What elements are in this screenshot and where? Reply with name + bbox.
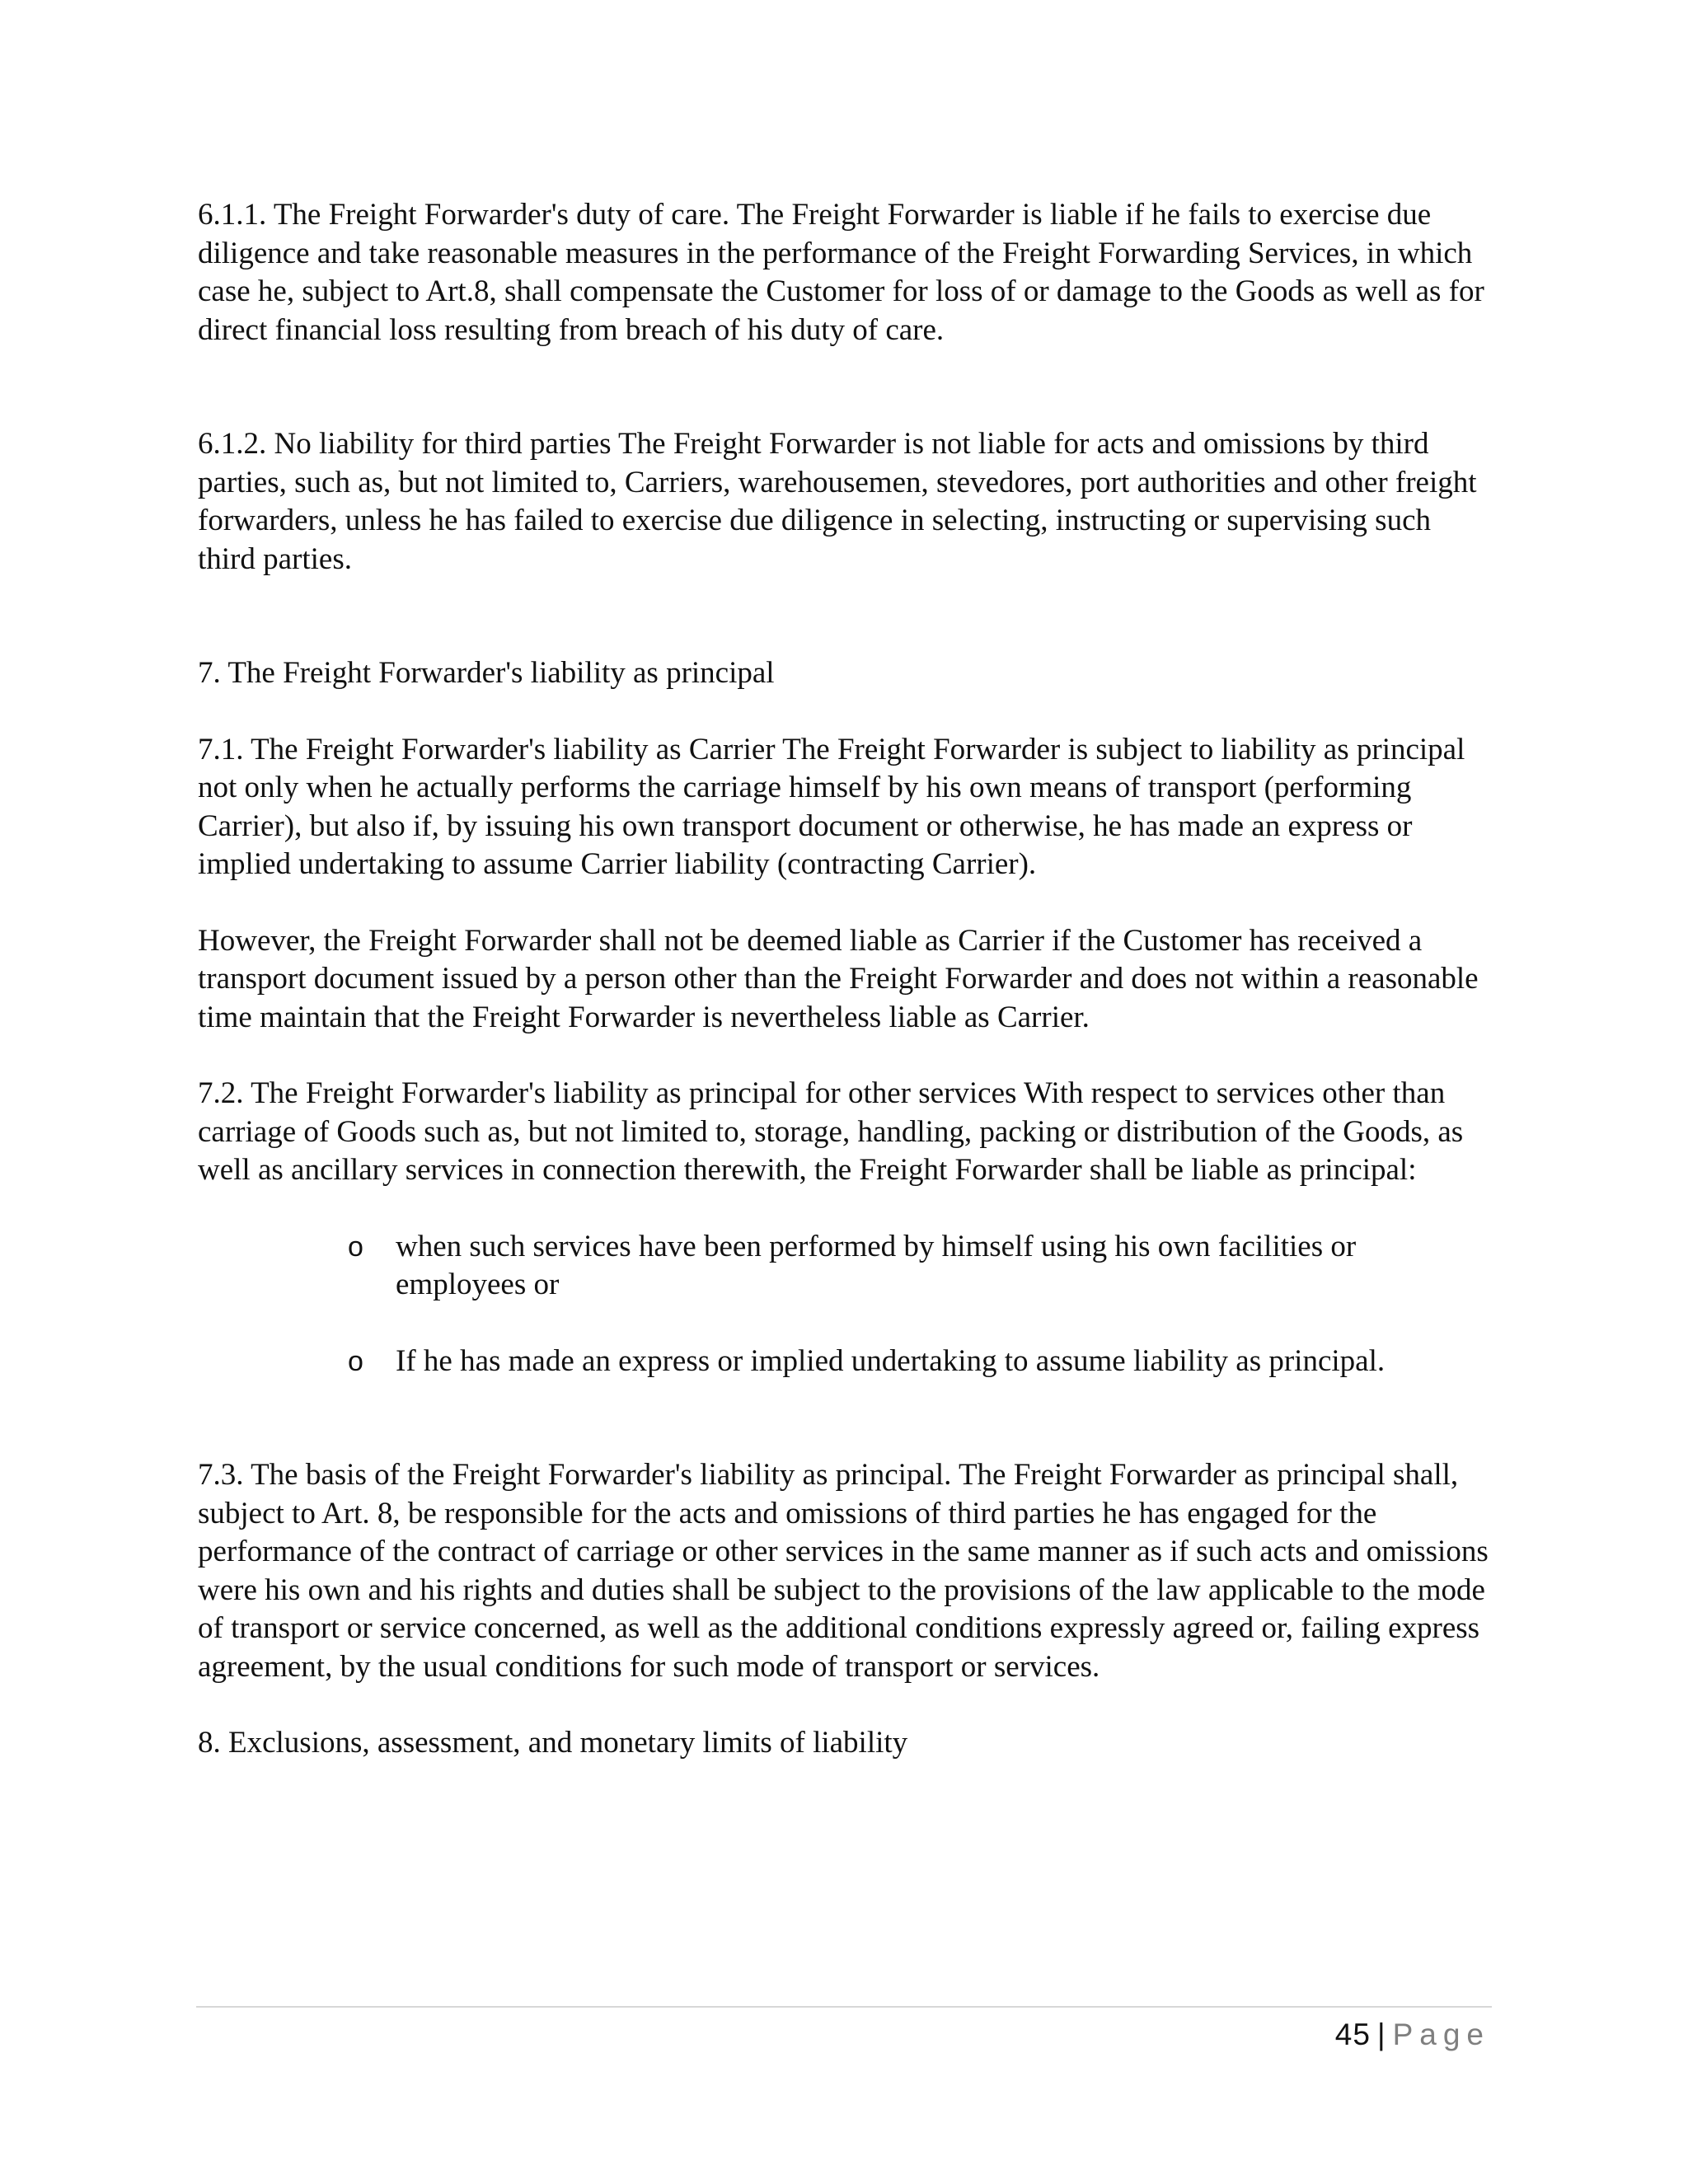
principal-conditions-list [198,1228,1492,1381]
section-heading-8: 8. Exclusions, assessment, and monetary limits of liability [198,1726,908,1760]
list-item-text: If he has made an express or implied undertaking to assume liability as principal. [396,1343,1386,1378]
list-item [198,1228,1492,1305]
footer-separator: | [1376,2018,1386,2051]
paragraph-6-1-1: 6.1.1. The Freight Forwarder's duty of care. The Freight Forwarder is liable if he fails to exercise due diligence and take reasonable measures in the performance of the Freight Forwarding Services, in which case he, subject to Art.8, shall compensate the Customer for loss of or damage to the Goods as well as for direct financial loss resulting from breach of his duty of care. [198,198,1484,347]
footer-divider [196,2006,1492,2008]
paragraph-7-2: 7.2. The Freight Forwarder's liability as principal for other services With respect to services other than carriage of Goods such as, but not limited to, storage, handling, packing or distribution of the Goods, as well as ancillary services in connection therewith, the Freight Forwarder shall be liable as principal: [198,1076,1464,1187]
bullet-marker: o [348,1345,363,1377]
bullet-marker: o [348,1230,363,1263]
page-number: 45 [1334,2018,1371,2051]
page-label: Page [1392,2018,1490,2051]
section-heading-7: 7. The Freight Forwarder's liability as principal [198,656,775,690]
list-item-text: when such services have been performed by himself using his own facilities or employees or [396,1229,1357,1301]
paragraph-7-1: 7.1. The Freight Forwarder's liability as Carrier The Freight Forwarder is subject to liability as principal not only when he actually performs the carriage himself by his own means of transport (performing Carrier), but also if, by issuing his own transport document or otherwise, he has made an express or implied undertaking to assume Carrier liability (contracting Carrier). [198,732,1465,881]
page-content [198,196,1492,1763]
list-item [198,1343,1492,1381]
page-footer [1335,2018,1490,2052]
paragraph-6-1-2: 6.1.2. No liability for third parties The Freight Forwarder is not liable for acts and omissions by third parties, such as, but not limited to, Carriers, warehousemen, stevedores, port authorities and other freight forwarders, unless he has failed to exercise due diligence in selecting, instructing or supervising such third parties. [198,427,1477,576]
paragraph-7-3: 7.3. The basis of the Freight Forwarder's liability as principal. The Freight Forwarder as principal shall, subject to Art. 8, be responsible for the acts and omissions of third parties he has engaged for the performance of the contract of carriage or other services in the same manner as if such acts and omissions were his own and his rights and duties shall be subject to the provisions of the law applicable to the mode of transport or service concerned, as well as the additional conditions expressly agreed or, failing express agreement, by the usual conditions for such mode of transport or services. [198,1458,1489,1684]
paragraph-7-1-continued: However, the Freight Forwarder shall not be deemed liable as Carrier if the Customer has received a transport document issued by a person other than the Freight Forwarder and does not within a reasonable time maintain that the Freight Forwarder is nevertheless liable as Carrier. [198,923,1479,1034]
